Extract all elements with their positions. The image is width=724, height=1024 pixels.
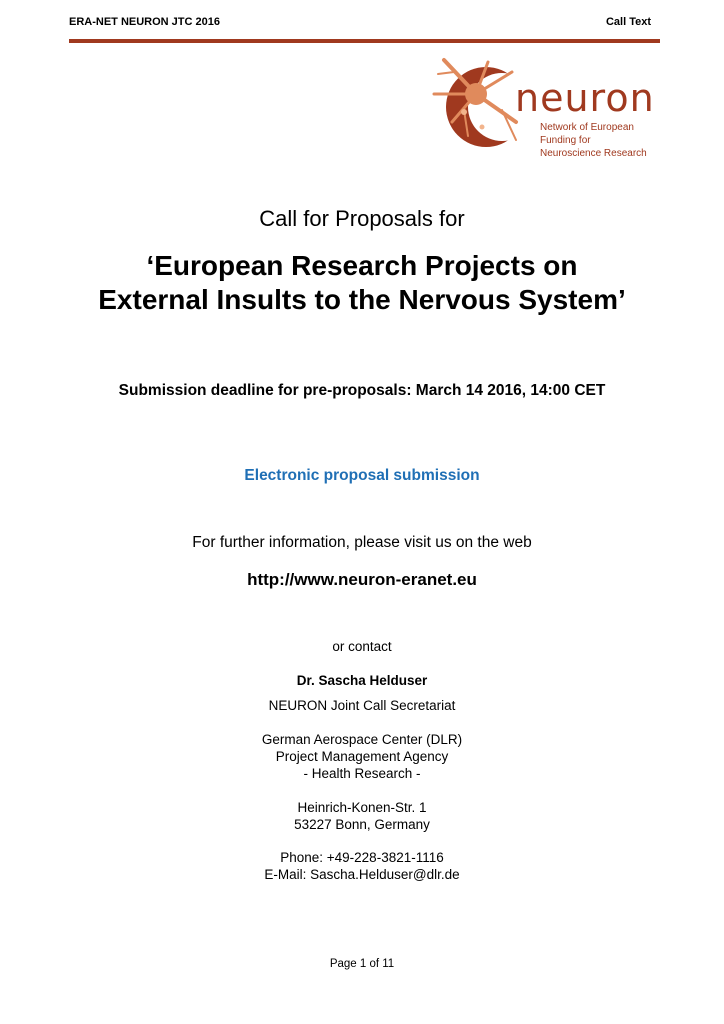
header-right-title: Call Text	[605, 16, 651, 28]
contact-org-line: German Aerospace Center (DLR)	[261, 732, 463, 747]
contact-phone: Phone: +49-228-3821-1116	[280, 850, 444, 865]
contact-email-link[interactable]: E-Mail: Sascha.Helduser@dlr.de	[264, 867, 460, 882]
further-info-text: For further information, please visit us on the web	[192, 534, 532, 551]
contact-name: Dr. Sascha Helduser	[296, 673, 428, 688]
neuron-logo	[424, 52, 660, 162]
contact-org-line: Project Management Agency	[275, 749, 449, 764]
electronic-submission-link[interactable]: Electronic proposal submission	[244, 467, 480, 484]
logo-wordmark: neuron	[515, 76, 655, 120]
contact-org-line: - Health Research -	[303, 766, 421, 781]
logo-subtitle-line: Funding for	[540, 135, 591, 146]
website-link[interactable]: http://www.neuron-eranet.eu	[247, 570, 477, 589]
logo-subtitle-line: Network of European	[540, 122, 634, 133]
call-for-proposals-heading: Call for Proposals for	[259, 206, 465, 231]
or-contact-text: or contact	[332, 639, 392, 654]
logo-subtitle-line: Neuroscience Research	[540, 148, 647, 159]
contact-city: 53227 Bonn, Germany	[294, 817, 430, 832]
call-title-line: ‘European Research Projects on	[146, 250, 578, 281]
header-rule	[69, 39, 660, 43]
logo-subtitle	[540, 121, 647, 160]
header-left-title: ERA-NET NEURON JTC 2016	[69, 16, 220, 28]
call-title-line: External Insults to the Nervous System’	[98, 284, 626, 315]
page-number: Page 1 of 11	[329, 958, 395, 970]
contact-street: Heinrich-Konen-Str. 1	[297, 800, 427, 815]
contact-role: NEURON Joint Call Secretariat	[268, 698, 456, 713]
call-title	[0, 249, 724, 317]
submission-deadline: Submission deadline for pre-proposals: March 14 2016, 14:00 CET	[118, 382, 606, 399]
